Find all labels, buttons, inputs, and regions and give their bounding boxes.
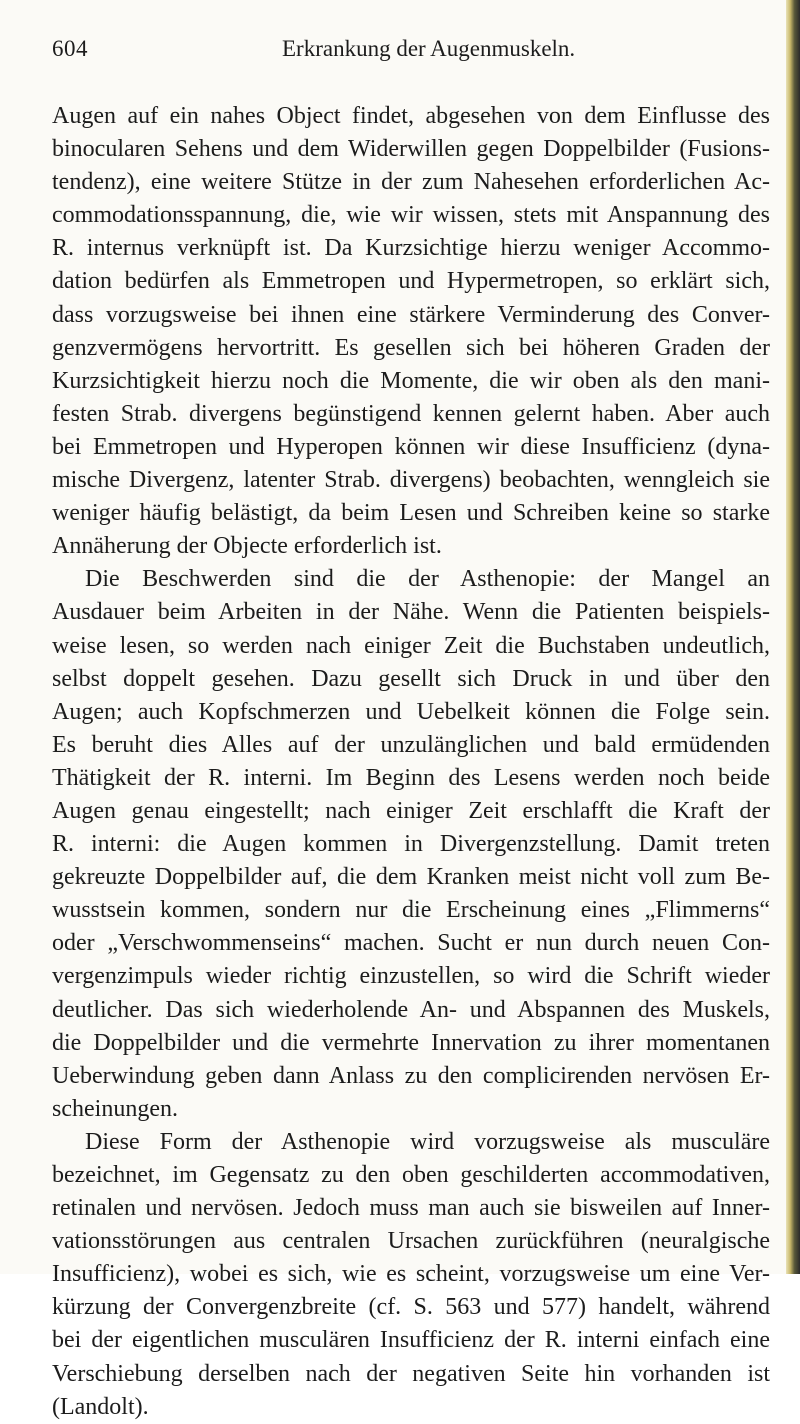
text-line: Ueberwindung geben dann Anlass zu den complicirenden nervösen Er- — [52, 1062, 770, 1089]
text-line: bei der eigentlichen musculären Insufficienz der R. interni einfach eine — [52, 1327, 770, 1354]
page-header — [52, 36, 760, 76]
text-line-paragraph-start: Die Beschwerden sind die der Asthenopie: der Mangel an — [85, 566, 770, 593]
text-line: kürzung der Convergenzbreite (cf. S. 563 und 577) handelt, während — [52, 1294, 770, 1321]
text-line: genzvermögens hervortritt. Es gesellen sich bei höheren Graden der — [52, 334, 770, 361]
text-line: bei Emmetropen und Hyperopen können wir diese Insufficienz (dyna- — [52, 433, 770, 460]
text-line: die Doppelbilder und die vermehrte Innervation zu ihrer momentanen — [52, 1029, 770, 1056]
text-line: tendenz), eine weitere Stütze in der zum Nahesehen erforderlichen Ac- — [52, 169, 770, 196]
text-line: gekreuzte Doppelbilder auf, die dem Kranken meist nicht voll zum Be- — [52, 864, 770, 891]
text-line: Augen; auch Kopfschmerzen und Uebelkeit können die Folge sein. — [52, 698, 770, 725]
text-line: Thätigkeit der R. interni. Im Beginn des Lesens werden noch beide — [52, 764, 770, 791]
page-edge-shadow — [786, 0, 800, 1274]
text-line: wusstsein kommen, sondern nur die Erscheinung eines „Flimmerns“ — [52, 897, 770, 924]
page-number: 604 — [52, 36, 88, 61]
text-line-paragraph-end: Annäherung der Objecte erforderlich ist. — [52, 533, 442, 560]
text-line: Verschiebung derselben nach der negativen Seite hin vorhanden ist — [52, 1360, 770, 1387]
text-line: Es beruht dies Alles auf der unzulänglichen und bald ermüdenden — [52, 731, 770, 758]
text-line-paragraph-end: scheinungen. — [52, 1095, 178, 1122]
text-line: weniger häufig belästigt, da beim Lesen und Schreiben keine so starke — [52, 500, 770, 527]
text-line: retinalen und nervösen. Jedoch muss man auch sie bisweilen auf Inner- — [52, 1195, 770, 1222]
text-line: deutlicher. Das sich wiederholende An- und Abspannen des Muskels, — [52, 996, 770, 1023]
text-line: dass vorzugsweise bei ihnen eine stärkere Verminderung des Conver- — [52, 301, 770, 328]
text-line: Kurzsichtigkeit hierzu noch die Momente, die wir oben als den mani- — [52, 367, 770, 394]
text-line: Insufficienz), wobei es sich, wie es scheint, vorzugsweise um eine Ver- — [52, 1261, 770, 1288]
body-text — [52, 100, 770, 1424]
text-line: oder „Verschwommenseins“ machen. Sucht er nun durch neuen Con- — [52, 930, 770, 957]
text-line: vationsstörungen aus centralen Ursachen zurückführen (neuralgische — [52, 1228, 770, 1255]
text-line: vergenzimpuls wieder richtig einzustellen, so wird die Schrift wieder — [52, 963, 770, 990]
text-line: dation bedürfen als Emmetropen und Hypermetropen, so erklärt sich, — [52, 268, 770, 295]
text-line-paragraph-end: (Landolt). — [52, 1393, 149, 1420]
text-line: Augen auf ein nahes Object findet, abgesehen von dem Einflusse des — [52, 103, 770, 129]
text-line: commodationsspannung, die, wie wir wissen, stets mit Anspannung des — [52, 202, 770, 229]
text-line-paragraph-start: Diese Form der Asthenopie wird vorzugsweise als musculäre — [85, 1128, 770, 1155]
text-line: R. internus verknüpft ist. Da Kurzsichtige hierzu weniger Accommo- — [52, 235, 770, 262]
text-line: weise lesen, so werden nach einiger Zeit die Buchstaben undeutlich, — [52, 632, 770, 659]
text-line: Ausdauer beim Arbeiten in der Nähe. Wenn die Patienten beispiels- — [52, 599, 770, 626]
text-line: binocularen Sehens und dem Widerwillen gegen Doppelbilder (Fusions- — [52, 136, 770, 163]
text-line: mische Divergenz, latenter Strab. divergens) beobachten, wenngleich sie — [52, 467, 770, 494]
text-line: R. interni: die Augen kommen in Divergenzstellung. Damit treten — [52, 831, 770, 858]
text-line: selbst doppelt gesehen. Dazu gesellt sich Druck in und über den — [52, 665, 770, 692]
text-line: Augen genau eingestellt; nach einiger Zeit erschlafft die Kraft der — [52, 797, 770, 824]
running-head: Erkrankung der Augenmuskeln. — [282, 36, 576, 61]
text-line: bezeichnet, im Gegensatz zu den oben geschilderten accommodativen, — [52, 1162, 770, 1188]
text-line: festen Strab. divergens begünstigend kennen gelernt haben. Aber auch — [52, 400, 770, 427]
